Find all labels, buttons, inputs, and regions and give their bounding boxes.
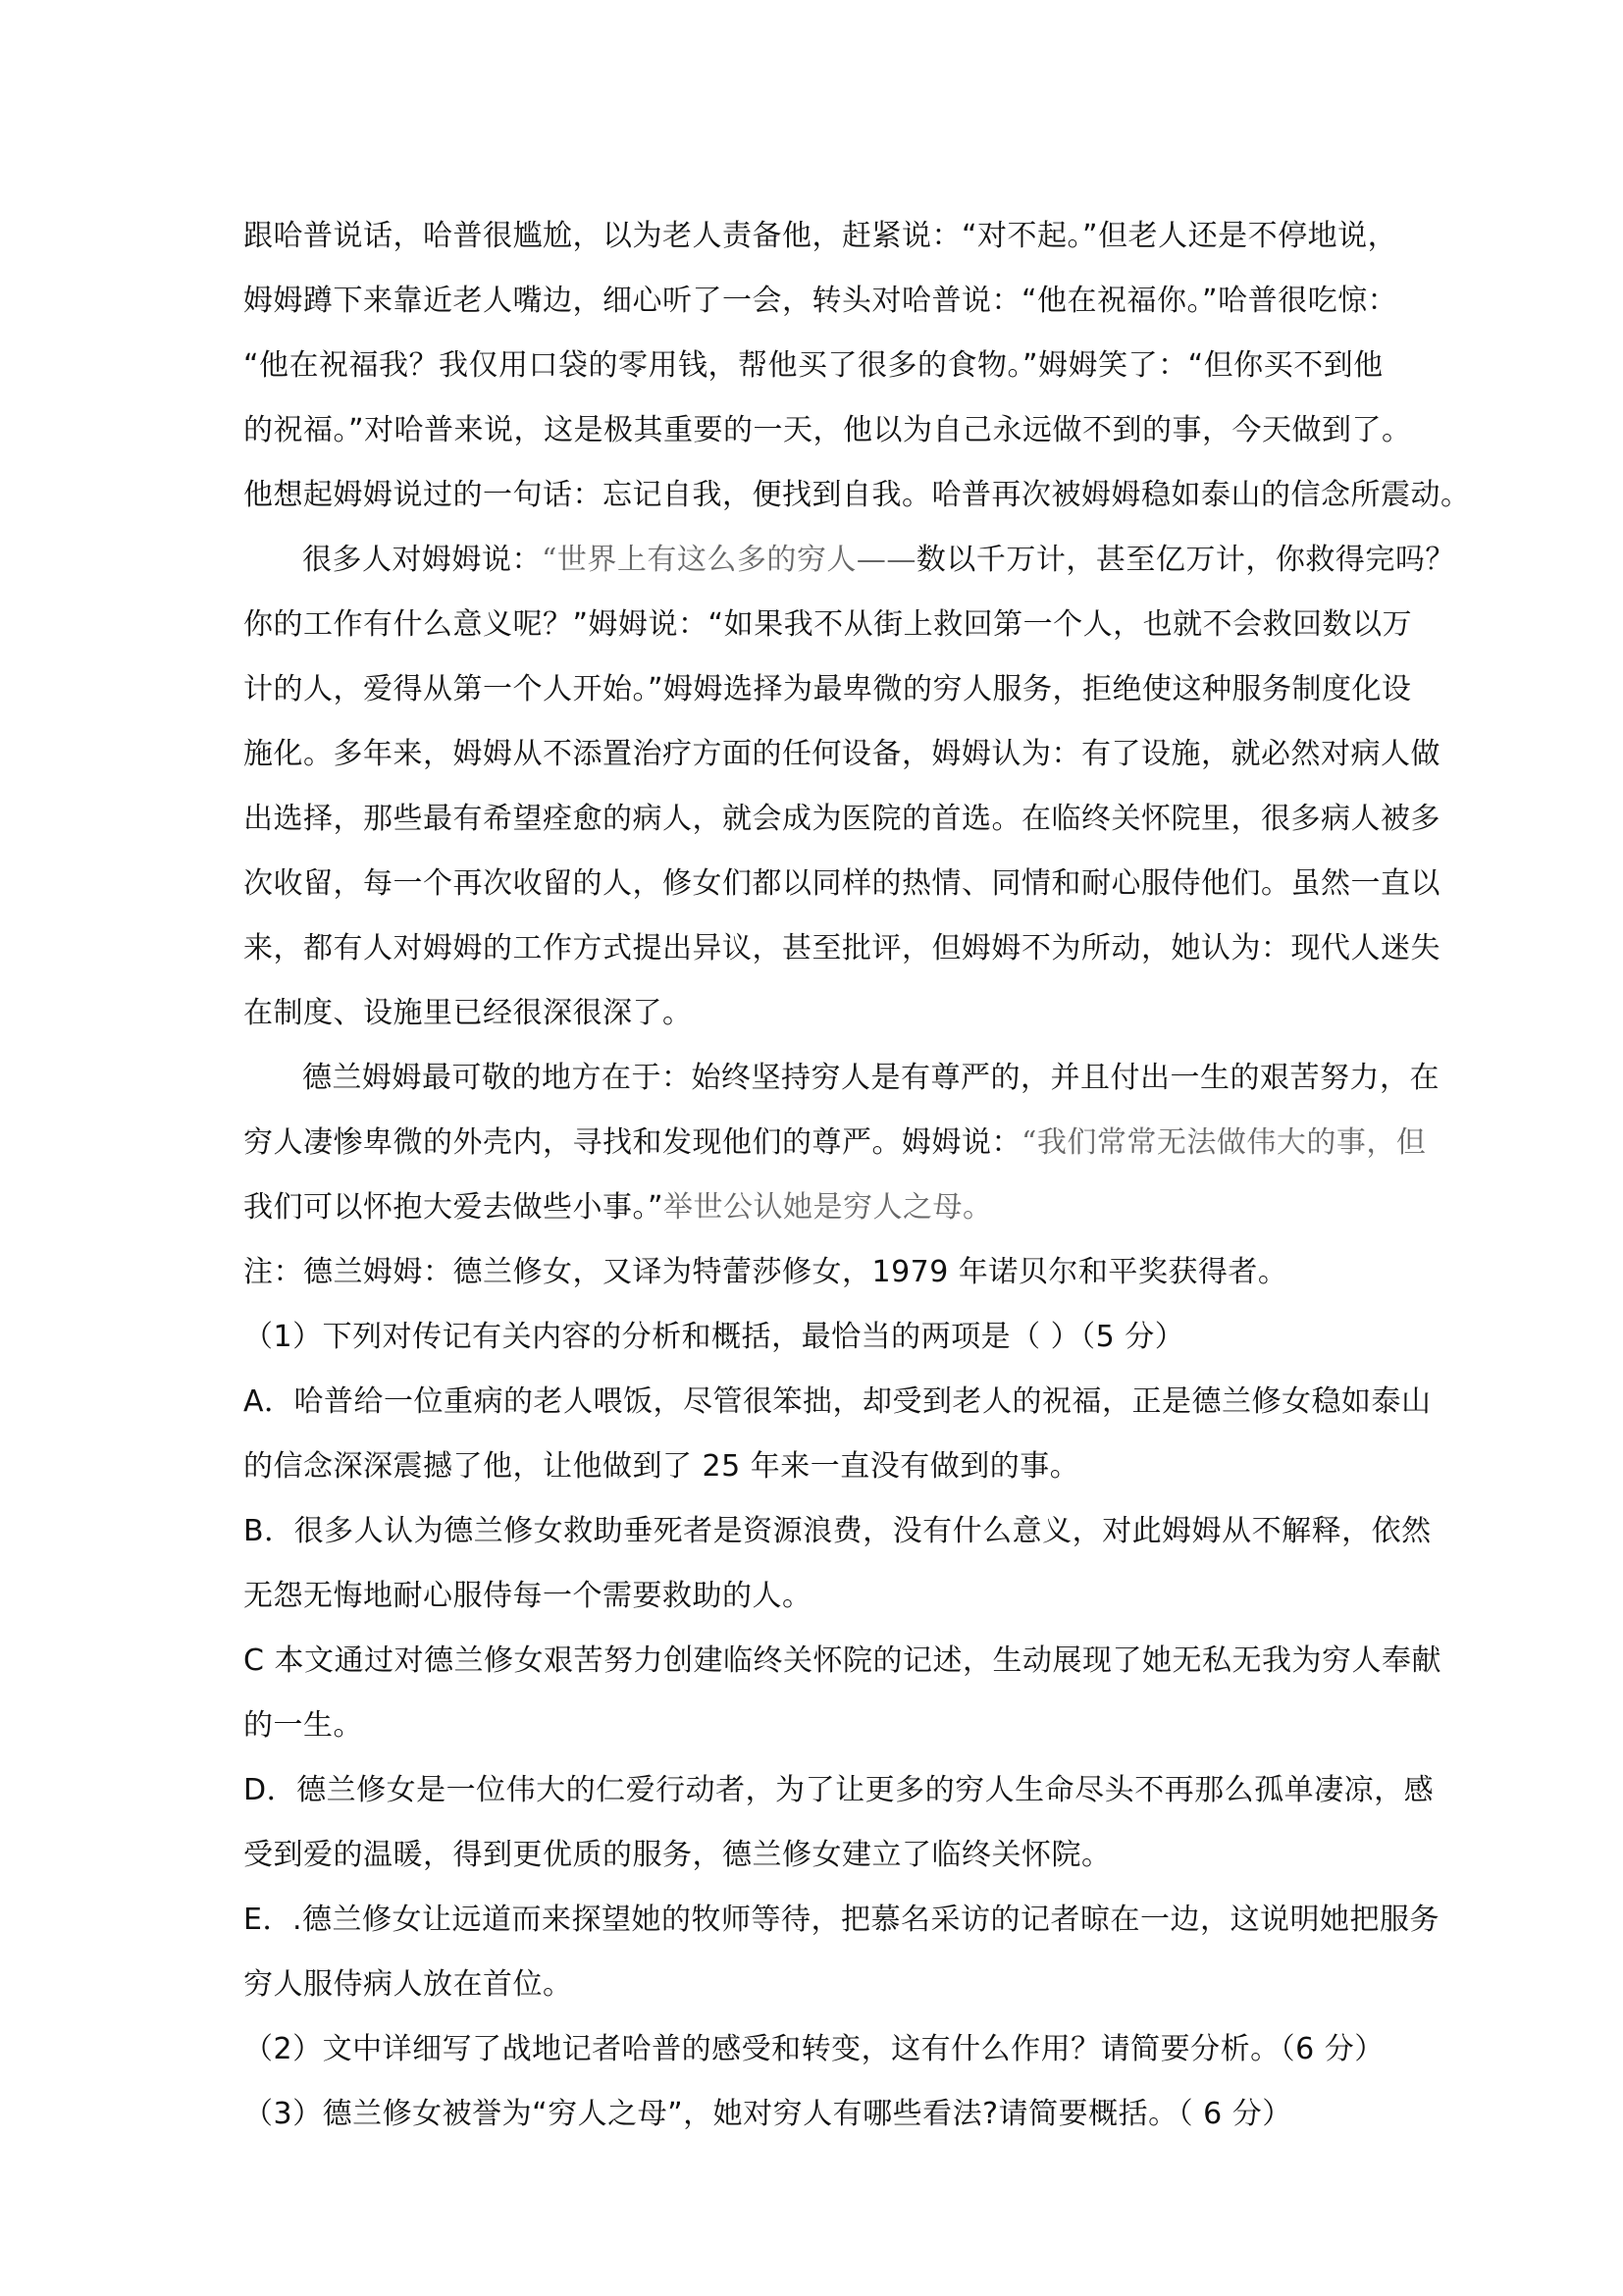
option-line: 无怨无悔地耐心服侍每一个需要救助的人。 bbox=[243, 1579, 812, 1613]
text-line: 德兰姆姆最可敬的地方在于：始终坚持穷人是有尊严的，并且付出一生的艰苦努力，在 bbox=[302, 1061, 1440, 1095]
option-line: B．很多人认为德兰修女救助垂死者是资源浪费，没有什么意义，对此姆姆从不解释，依然 bbox=[243, 1514, 1432, 1548]
option-a bbox=[243, 1370, 1432, 1499]
option-e bbox=[243, 1888, 1440, 2017]
question-section bbox=[243, 1305, 1441, 2147]
option-c bbox=[243, 1629, 1441, 1758]
text-line: 施化。多年来，姆姆从不添置治疗方面的任何设备，姆姆认为：有了设施，就必然对病人做 bbox=[243, 737, 1440, 771]
option-line: 受到爱的温暖，得到更优质的服务，德兰修女建立了临终关怀院。 bbox=[243, 1838, 1112, 1872]
option-b bbox=[243, 1499, 1432, 1629]
text-line bbox=[243, 1111, 1427, 1175]
text-line: “他在祝福我？我仅用口袋的零用钱，帮他买了很多的食物。”姆姆笑了：“但你买不到他 bbox=[243, 348, 1384, 383]
text-segment: 我们可以怀抱大爱去做些小事。” bbox=[243, 1190, 664, 1225]
text-line: 他想起姆姆说过的一句话：忘记自我，便找到自我。哈普再次被姆姆稳如泰山的信念所震动。 bbox=[243, 478, 1471, 512]
paragraph-2 bbox=[243, 528, 1455, 1046]
text-line: 在制度、设施里已经很深很深了。 bbox=[243, 996, 693, 1030]
paragraph-3 bbox=[243, 1046, 1440, 1240]
option-line: E．.德兰修女让远道而来探望她的牧师等待，把慕名采访的记者晾在一边，这说明她把服务 bbox=[243, 1903, 1440, 1937]
quote-segment: 举世公认她是穷人之母。 bbox=[663, 1190, 993, 1225]
option-line: D．德兰修女是一位伟大的仁爱行动者，为了让更多的穷人生命尽头不再那么孤单凄凉，感 bbox=[243, 1773, 1435, 1807]
document-page bbox=[243, 204, 1471, 2147]
text-line: 计的人，爱得从第一个人开始。”姆姆选择为最卑微的穷人服务，拒绝使这种服务制度化设 bbox=[243, 672, 1412, 706]
paragraph-1 bbox=[243, 204, 1471, 528]
text-segment: 很多人对姆姆说： bbox=[302, 543, 542, 577]
option-line: 穷人服侍病人放在首位。 bbox=[243, 1967, 573, 2002]
question-2: （2）文中详细写了战地记者哈普的感受和转变，这有什么作用？请简要分析。（6 分） bbox=[243, 2032, 1385, 2066]
footnote: 注：德兰姆姆：德兰修女，又译为特蕾莎修女，1979 年诺贝尔和平奖获得者。 bbox=[243, 1255, 1288, 1289]
text-line: 出选择，那些最有希望痊愈的病人，就会成为医院的首选。在临终关怀院里，很多病人被多 bbox=[243, 802, 1440, 836]
question-3: （3）德兰修女被誉为“穷人之母”，她对穷人有哪些看法?请简要概括。（ 6 分） bbox=[243, 2097, 1292, 2131]
question-1: （1）下列对传记有关内容的分析和概括，最恰当的两项是（ ）（5 分） bbox=[243, 1320, 1185, 1354]
option-line: 的信念深深震撼了他，让他做到了 25 年来一直没有做到的事。 bbox=[243, 1449, 1080, 1484]
text-line: 姆姆蹲下来靠近老人嘴边，细心听了一会，转头对哈普说：“他在祝福你。”哈普很吃惊： bbox=[243, 284, 1398, 318]
quote-segment: “世界上有这么多的穷人—— bbox=[542, 543, 916, 577]
text-segment: 数以千万计，甚至亿万计，你救得完吗？ bbox=[916, 543, 1455, 577]
option-d bbox=[243, 1758, 1435, 1888]
text-line: 跟哈普说话，哈普很尴尬，以为老人责备他，赶紧说：“对不起。”但老人还是不停地说， bbox=[243, 219, 1398, 253]
option-line: 的一生。 bbox=[243, 1708, 363, 1743]
option-line: C 本文通过对德兰修女艰苦努力创建临终关怀院的记述，生动展现了她无私无我为穷人奉献 bbox=[243, 1644, 1441, 1678]
text-line: 的祝福。”对哈普来说，这是极其重要的一天，他以为自己永远做不到的事，今天做到了。 bbox=[243, 413, 1412, 447]
text-line: 次收留，每一个再次收留的人，修女们都以同样的热情、同情和耐心服侍他们。虽然一直以 bbox=[243, 866, 1440, 901]
text-line bbox=[243, 1175, 1389, 1240]
text-segment: 穷人凄惨卑微的外壳内，寻找和发现他们的尊严。姆姆说： bbox=[243, 1125, 1021, 1160]
option-line: A．哈普给一位重病的老人喂饭，尽管很笨拙，却受到老人的祝福，正是德兰修女稳如泰山 bbox=[243, 1384, 1432, 1419]
text-line: 来，都有人对姆姆的工作方式提出异议，甚至批评，但姆姆不为所动，她认为：现代人迷失 bbox=[243, 931, 1440, 965]
text-line bbox=[243, 528, 1455, 593]
quote-segment: “我们常常无法做伟大的事，但 bbox=[1021, 1125, 1427, 1160]
text-line: 你的工作有什么意义呢？”姆姆说：“如果我不从街上救回第一个人，也就不会救回数以万 bbox=[243, 607, 1413, 642]
